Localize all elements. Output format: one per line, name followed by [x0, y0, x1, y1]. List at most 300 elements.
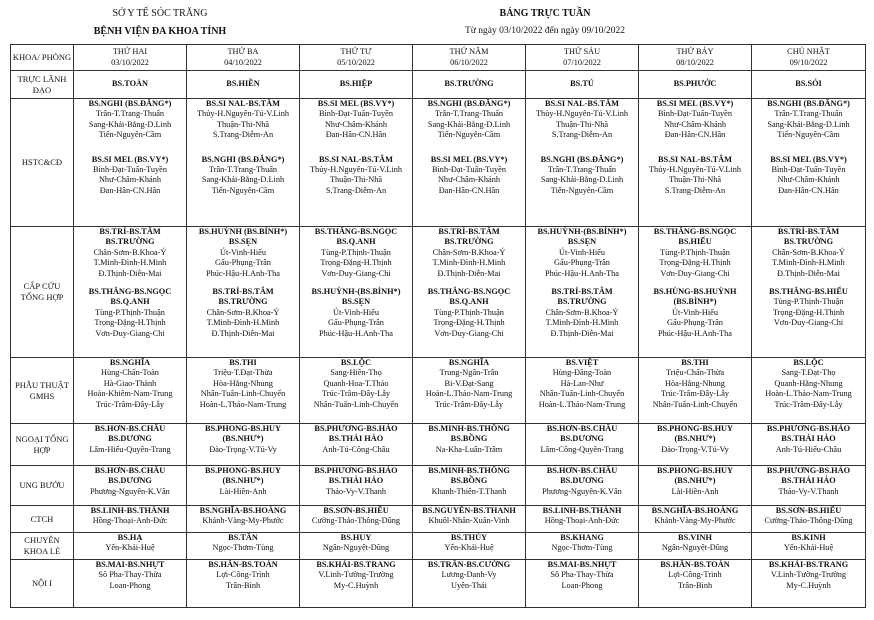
day-header — [526, 45, 639, 71]
staff-names: Uyên-Thái — [451, 580, 487, 590]
roster-cell — [752, 358, 866, 424]
table-row — [11, 71, 866, 99]
staff-names: Hòa-Hằng-Nhung — [213, 378, 273, 388]
doctor-name: BS.VIỆT — [565, 358, 599, 367]
doctor-name: BS.KHẢI-BS.TRANG — [768, 560, 849, 569]
doctor-name: BS.SƠN-BS.HIẾU — [323, 506, 389, 515]
staff-names: Thuận-Thi-Nhã — [216, 119, 270, 129]
doctor-name: BS.HƠN-BS.CHÂU — [546, 424, 618, 433]
staff-names: Tiến-Nguyên-Cầm — [777, 130, 840, 140]
doctor-name: BS.TRƯỜNG — [783, 237, 834, 247]
staff-names: Trọng-Đặng-H.Thịnh — [320, 258, 392, 268]
doctor-name: (BS.NHƯ*) — [674, 434, 716, 444]
staff-names: Trân-T.Trang-Thuấn — [434, 109, 504, 119]
doctor-name: BS.TRƯỜNG — [557, 297, 607, 307]
staff-names: Yến-Khải-Huệ — [444, 543, 494, 553]
day-date: 07/10/2022 — [563, 57, 601, 67]
staff-names: Khánh-Vàng-My-Phước — [202, 516, 284, 526]
doctor-name: BS.TÂN — [228, 533, 258, 542]
table-row — [11, 358, 866, 424]
staff-names: Đ.Thịnh-Diễn-Mai — [211, 328, 275, 338]
staff-names: Tiến-Nguyên-Cầm — [437, 130, 501, 140]
doctor-name: BS.THẮNG-BS.NGỌC — [314, 227, 398, 236]
staff-names: Lương-Danh-Vy — [441, 570, 497, 580]
roster-cell — [639, 71, 752, 99]
header-row — [11, 45, 866, 71]
doctor-name: BS.TRÍ-BS.TÂM — [438, 227, 500, 236]
staff-names: Như-Châm-Khánh — [777, 175, 840, 185]
day-header — [413, 45, 526, 71]
doctor-name: BS.HƠN-BS.CHÂU — [94, 424, 166, 433]
staff-names: Út-Vinh-Hiếu — [219, 247, 267, 257]
staff-names: Hà-Giao-Thành — [103, 378, 157, 388]
roster-cell — [639, 99, 752, 227]
roster-cell — [413, 533, 526, 560]
roster-cell — [74, 227, 187, 358]
doctor-name: BS.NGUYÊN-BS.THANH — [422, 506, 516, 515]
staff-names: Gấu-Phụng-Trân — [215, 258, 271, 268]
staff-names: Phúc-Hậu-H.Anh-Tha — [545, 268, 619, 278]
department-label: TRỰC LÃNH ĐẠO — [11, 71, 74, 99]
doctor-name: BS.THÁI HẢO — [781, 476, 836, 486]
staff-names: Na-Kha-Luân-Trâm — [435, 444, 503, 454]
department-label: UNG BƯỚU — [11, 466, 74, 506]
staff-names: Lài-Hiền-Anh — [671, 486, 719, 496]
staff-names: Trúc-Trâm-Đây-Lẫy — [321, 389, 391, 399]
doctor-name: BS.THÁI HẢO — [328, 476, 384, 486]
staff-names: Vơn-Duy-Giang-Chi — [95, 328, 165, 338]
roster-cell — [300, 560, 413, 608]
staff-names: T.Minh-Đình-H.Minh — [93, 258, 167, 268]
staff-names: Hà-Lan-Như — [560, 378, 604, 388]
roster-cell — [639, 466, 752, 506]
staff-names: Quanh-Hoa-T.Thảo — [323, 378, 389, 388]
doctor-name: BS.PHONG-BS.HUY — [656, 424, 734, 433]
staff-names: Như-Châm-Khánh — [98, 175, 162, 185]
roster-cell — [413, 358, 526, 424]
doctor-name: BS.VINH — [678, 533, 712, 542]
staff-names: Tùng-P.Thịnh-Thuận — [321, 247, 391, 257]
staff-names: Đan-Hân-CN.Hân — [438, 185, 500, 195]
roster-cell — [526, 506, 639, 533]
staff-names: T.Minh-Đình-H.Minh — [545, 318, 619, 328]
staff-names: Tiến-Nguyên-Cầm — [98, 130, 162, 140]
staff-names: Đ.Thịnh-Diễn-Mai — [550, 328, 614, 338]
roster-cell — [74, 99, 187, 227]
roster-cell — [74, 560, 187, 608]
staff-names: Sang-Khải-Bằng-D.Linh — [427, 119, 511, 129]
staff-names: Út-Vinh-Hiếu — [671, 307, 719, 317]
staff-names: Như-Châm-Khánh — [663, 119, 727, 129]
document-header — [400, 8, 690, 36]
staff-names: Gấu-Phụng-Trân — [328, 318, 384, 328]
roster-cell — [752, 424, 866, 466]
roster-cell — [74, 358, 187, 424]
staff-names: Trọng-Đặng-H.Thịnh — [433, 318, 505, 328]
roster-cell — [639, 506, 752, 533]
day-header — [187, 45, 300, 71]
cell-spacer — [301, 141, 411, 155]
doctor-name: BS.SI MEL (BS.VY*) — [430, 154, 508, 164]
staff-names: Gấu-Phụng-Trân — [667, 318, 723, 328]
staff-names: Đ.Thịnh-Diễn-Mai — [98, 268, 162, 278]
staff-names: Chân-Sơm-B.Khoa-Ý — [545, 307, 619, 317]
staff-names: V.Linh-Tường-Trường — [770, 570, 847, 580]
roster-cell — [526, 533, 639, 560]
doctor-name: BS.PHONG-BS.HUY — [656, 466, 734, 475]
doctor-name: BS.THỦY — [450, 533, 488, 542]
roster-cell — [526, 358, 639, 424]
table-row — [11, 533, 866, 560]
staff-names: Loan-Phong — [561, 580, 603, 590]
roster-cell — [300, 424, 413, 466]
cell-spacer — [188, 279, 298, 287]
doctor-name: BS.TRÍ-BS.TÂM — [551, 287, 613, 297]
doctor-name: BS.SI MEL (BS.VY*) — [91, 154, 169, 164]
staff-names: Ngân-Nguyệt-Dũng — [322, 543, 390, 553]
doctor-name: BS.HIỀN — [226, 79, 260, 89]
doctor-name: BS.BỒNG — [450, 434, 488, 444]
staff-names: Tùng-P.Thịnh-Thuận — [773, 297, 844, 307]
staff-names: Tiến-Nguyên-Cầm — [211, 185, 275, 195]
staff-names: Trân-T.Trang-Thuấn — [547, 165, 617, 175]
doctor-name: BS.PHONG-BS.HUY — [204, 424, 282, 433]
staff-names: Phúc-Hậu-H.Anh-Tha — [319, 328, 393, 338]
roster-cell — [413, 227, 526, 358]
staff-names: Trọng-Đặng-H.Thịnh — [94, 318, 166, 328]
staff-names: Phương-Nguyên-K.Vân — [542, 486, 622, 496]
staff-names: Lợi-Công-Trình — [668, 570, 722, 580]
staff-names: Thuận-Thi-Nhã — [668, 175, 722, 185]
staff-names: Thủy-H.Nguyên-Tú-V.Linh — [309, 165, 403, 175]
doctor-name: BS.HƠN-BS.CHÂU — [94, 466, 166, 475]
doctor-name: BS.TRÂN-BS.CƯỜNG — [427, 560, 511, 569]
staff-names: Yến-Khải-Huệ — [105, 543, 155, 553]
doctor-name: BS.HUỲNH-(BS.BÌNH*) — [537, 227, 627, 236]
doctor-name: BS.HUỲNH-(BS.BÌNH*) — [311, 287, 401, 297]
day-date: 08/10/2022 — [676, 57, 714, 67]
doctor-name: BS.TRƯỜNG — [218, 297, 268, 307]
staff-names: My-C.Huỳnh — [333, 580, 379, 590]
staff-names: Tiến-Nguyên-Cầm — [550, 185, 614, 195]
roster-cell — [752, 560, 866, 608]
staff-names: T.Minh-Đình-H.Minh — [206, 318, 280, 328]
staff-names: Ngân-Nguyệt-Dũng — [661, 543, 729, 553]
roster-cell — [187, 71, 300, 99]
staff-names: Khánh-Vàng-My-Phước — [654, 516, 736, 526]
doctor-name: BS.THI — [229, 358, 257, 367]
staff-names: Đ.Thịnh-Diễn-Mai — [437, 268, 501, 278]
cell-spacer — [75, 279, 185, 287]
department-label: NGOẠI TỔNG HỢP — [11, 424, 74, 466]
staff-names: Nhân-Tuấn-Linh-Chuyển — [313, 399, 399, 409]
roster-cell — [187, 227, 300, 358]
staff-names: Chân-Sơm-B.Khoa-Ý — [772, 247, 845, 257]
staff-names: Hoàn-L.Thảo-Nam-Trung — [425, 389, 513, 399]
table-row — [11, 560, 866, 608]
doctor-name: BS.MINH-BS.THÔNG — [428, 424, 510, 433]
roster-cell — [526, 99, 639, 227]
roster-cell — [639, 560, 752, 608]
staff-names: Trúc-Trâm-Đây-Lẫy — [660, 389, 730, 399]
doctor-name: BS.SƠN-BS.HIẾU — [775, 506, 842, 515]
staff-names: Nhân-Tuấn-Linh-Chuyển — [200, 389, 286, 399]
staff-names: Anh-Tú-Công-Châu — [322, 444, 390, 454]
department-label: HSTC&CĐ — [11, 99, 74, 227]
doctor-name: BS.THẮNG-BS.NGỌC — [88, 287, 172, 297]
staff-names: Thủy-H.Nguyên-Tú-V.Linh — [196, 109, 290, 119]
roster-cell — [187, 358, 300, 424]
doctor-name: BS.TRƯỜNG — [444, 237, 494, 247]
doctor-name: BS.NGHĨA-BS.HOÀNG — [199, 506, 287, 515]
doctor-name: BS.SI NAL-BS.TÂM — [658, 154, 732, 164]
roster-cell — [639, 358, 752, 424]
staff-names: Thảo-Vy-V.Thanh — [778, 486, 839, 496]
staff-names: Chân-Sơm-B.Khoa-Ý — [93, 247, 167, 257]
staff-names: S.Trang-Diễm-An — [325, 185, 387, 195]
staff-names: Tùng-P.Thịnh-Thuận — [660, 247, 730, 257]
doctor-name: BS.PHƯỚC — [673, 79, 717, 89]
table-row — [11, 99, 866, 227]
department-label: CTCH — [11, 506, 74, 533]
day-name: THỨ HAI — [112, 47, 148, 57]
doctor-name: BS.PHƯƠNG-BS.HẢO — [766, 466, 851, 475]
cell-spacer — [301, 279, 411, 287]
doctor-name: BS.PHƯƠNG-BS.HẢO — [314, 466, 398, 475]
doctor-name: BS.NGHĨA — [109, 358, 151, 367]
staff-names: Nhân-Tuấn-Linh-Chuyển — [652, 399, 738, 409]
roster-cell — [752, 99, 866, 227]
staff-names: Chân-Sơm-B.Khoa-Ý — [206, 307, 280, 317]
organization-header — [70, 8, 250, 37]
doctor-name: BS.HÙNG-BS.HUỲNH — [653, 287, 737, 297]
department-label: NỘI I — [11, 560, 74, 608]
cell-spacer — [188, 141, 298, 155]
staff-names: Phúc-Hậu-H.Anh-Tha — [206, 268, 280, 278]
doctor-name: BS.TRÍ-BS.TÂM — [777, 227, 840, 236]
doctor-name: BS.PHONG-BS.HUY — [204, 466, 282, 475]
doctor-name: BS.DƯƠNG — [108, 476, 152, 486]
staff-names: Hùng-Chấn-Toàn — [101, 368, 159, 378]
staff-names: Lợi-Công-Trình — [216, 570, 270, 580]
doctor-name: BS.LỘC — [793, 358, 824, 367]
doctor-name: BS.SẸN — [341, 297, 371, 307]
staff-names: Thảo-Vy-V.Thanh — [326, 486, 386, 496]
duty-roster-table — [10, 44, 866, 608]
staff-names: Khuôl-Nhân-Xuân-Vinh — [428, 516, 510, 526]
staff-names: Hoàn-L.Thảo-Nam-Trung — [199, 399, 287, 409]
staff-names: Thuận-Thi-Nhã — [555, 119, 609, 129]
staff-names: Triệu-Chấn-Thừa — [665, 368, 725, 378]
staff-names: Như-Châm-Khánh — [324, 119, 388, 129]
day-name: THỨ SÁU — [563, 47, 601, 57]
table-row — [11, 466, 866, 506]
doctor-name: BS.NGHI (BS.ĐĂNG*) — [540, 154, 624, 164]
staff-names: Chân-Sơm-B.Khoa-Ý — [432, 247, 506, 257]
doctor-name: BS.HÂN-BS.TOÀN — [208, 560, 278, 569]
roster-cell — [413, 466, 526, 506]
roster-cell — [413, 424, 526, 466]
doctor-name: BS.MAI-BS.NHỰT — [547, 560, 617, 569]
cell-spacer — [753, 141, 864, 155]
department-label: CẤP CỨU TỔNG HỢP — [11, 227, 74, 358]
department-label: CHUYÊN KHOA LẺ — [11, 533, 74, 560]
staff-names: Thủy-H.Nguyên-Tú-V.Linh — [648, 165, 742, 175]
doctor-name: BS.MAI-BS.NHỰT — [95, 560, 165, 569]
staff-names: Út-Vinh-Hiếu — [558, 247, 606, 257]
roster-cell — [187, 424, 300, 466]
doctor-name: BS.Q.ANH — [449, 297, 489, 307]
staff-names: Quanh-Hằng-Nhung — [774, 378, 843, 388]
roster-cell — [300, 466, 413, 506]
cell-spacer — [640, 141, 750, 155]
staff-names: T.Minh-Đình-H.Minh — [432, 258, 506, 268]
staff-names: Anh-Tú-Hiếu-Châu — [775, 444, 842, 454]
roster-cell — [187, 466, 300, 506]
day-name: THỨ TƯ — [340, 47, 372, 57]
roster-cell — [752, 466, 866, 506]
staff-names: Cường-Thảo-Thông-Dũng — [764, 516, 853, 526]
doctor-name: BS.HẠ — [117, 533, 143, 542]
roster-cell — [526, 227, 639, 358]
doctor-name: BS.KHANG — [560, 533, 604, 542]
staff-names: Trúc-Trâm-Đây-Lẫy — [95, 399, 165, 409]
staff-names: Sang-Khải-Bằng-D.Linh — [540, 175, 624, 185]
day-name: THỨ BẢY — [676, 47, 714, 57]
staff-names: Út-Vinh-Hiếu — [332, 307, 380, 317]
staff-names: Lâm-Hiếu-Quyên-Trang — [89, 444, 171, 454]
doctor-name: BS.BỒNG — [450, 476, 488, 486]
doctor-name: BS.TRƯỜNG — [444, 79, 494, 89]
doctor-name: BS.LỘC — [340, 358, 372, 367]
doctor-name: BS.Q.ANH — [110, 297, 150, 307]
doctor-name: BS.HƠN-BS.CHÂU — [546, 466, 618, 475]
staff-names: Lâm-Công-Quyên-Trang — [540, 444, 624, 454]
roster-cell — [752, 227, 866, 358]
roster-cell — [300, 99, 413, 227]
doctor-name: BS.Q.ANH — [336, 237, 376, 247]
roster-cell — [187, 560, 300, 608]
table-row — [11, 227, 866, 358]
staff-names: Đan-Hân-CN.Hân — [778, 185, 839, 195]
day-header — [74, 45, 187, 71]
doctor-name: BS.SẸN — [228, 237, 258, 247]
staff-names: Sô Pha-Thay-Thừa — [550, 570, 614, 580]
doctor-name: BS.SỎI — [795, 79, 822, 89]
doctor-name: BS.DƯƠNG — [560, 434, 604, 444]
cell-spacer — [527, 279, 637, 287]
doctor-name: BS.SI MEL (BS.VY*) — [317, 99, 395, 108]
staff-names: Sang-Hiền-Thọ — [330, 368, 382, 378]
staff-names: Trân-Bình — [677, 580, 713, 590]
roster-cell — [300, 358, 413, 424]
staff-names: Vơn-Duy-Giang-Chi — [773, 318, 844, 328]
staff-names: Đan-Hân-CN.Hân — [325, 130, 387, 140]
staff-names: Trân-T.Trang-Thuấn — [95, 109, 165, 119]
staff-names: Tùng-P.Thịnh-Thuận — [434, 307, 504, 317]
doctor-name: BS.HIỆP — [339, 79, 373, 89]
doctor-name: BS.THI — [681, 358, 709, 367]
doctor-name: BS.HUỲNH (BS.BÌNH*) — [198, 227, 288, 236]
staff-names: Thuận-Thi-Nhã — [329, 175, 383, 185]
staff-names: Sang-Khải-Bằng-D.Linh — [201, 175, 285, 185]
doctor-name: BS.HÂN-BS.TOÀN — [660, 560, 730, 569]
staff-names: Đào-Trọng-V.Tú-Vy — [661, 444, 729, 454]
doctor-name: BS.TOÀN — [111, 79, 149, 89]
staff-names: Trúc-Trâm-Đây-Lẫy — [434, 399, 504, 409]
roster-cell — [752, 71, 866, 99]
staff-names: S.Trang-Diễm-An — [212, 130, 274, 140]
day-date: 04/10/2022 — [224, 57, 262, 67]
staff-names: T.Minh-Đình-H.Minh — [772, 258, 845, 268]
doctor-name: BS.LINH-BS.THÀNH — [542, 506, 622, 515]
staff-names: Hồng-Thoại-Anh-Đức — [544, 516, 620, 526]
roster-cell — [639, 227, 752, 358]
day-date: 05/10/2022 — [337, 57, 375, 67]
staff-names: Hùng-Đăng-Toàn — [552, 368, 612, 378]
roster-cell — [526, 560, 639, 608]
staff-names: Lài-Hiền-Anh — [219, 486, 267, 496]
roster-cell — [526, 466, 639, 506]
cell-spacer — [414, 279, 524, 287]
roster-cell — [74, 533, 187, 560]
cell-spacer — [753, 279, 864, 287]
doctor-name: BS.TRÍ-BS.TÂM — [99, 227, 161, 236]
staff-names: Vơn-Duy-Giang-Chi — [434, 328, 504, 338]
staff-names: Ngọc-Thơm-Tùng — [551, 543, 613, 553]
staff-names: V.Linh-Tường-Trường — [318, 570, 394, 580]
doctor-name: BS.THẮNG-BS.HIẾU — [769, 287, 848, 297]
roster-cell — [300, 533, 413, 560]
cell-spacer — [527, 141, 637, 155]
department-label: PHẪU THUẬT GMHS — [11, 358, 74, 424]
day-date: 06/10/2022 — [450, 57, 488, 67]
roster-cell — [413, 506, 526, 533]
roster-cell — [187, 533, 300, 560]
doctor-name: (BS.NHƯ*) — [222, 434, 264, 444]
doctor-name: BS.NGHI (BS.ĐĂNG*) — [201, 154, 285, 164]
staff-names: Hoàn-Khiêm-Nam-Trung — [87, 389, 173, 399]
staff-names: Trân-Bình — [225, 580, 261, 590]
document-period: Từ ngày 03/10/2022 đến ngày 09/10/2022 — [464, 26, 626, 36]
staff-names: Bình-Đạt-Tuấn-Tuyền — [92, 165, 168, 175]
staff-names: Bình-Đạt-Tuấn-Tuyền — [318, 109, 394, 119]
staff-names: Bình-Đạt-Tuấn-Tuyền — [657, 109, 733, 119]
staff-names: Vơn-Duy-Giang-Chi — [321, 268, 391, 278]
roster-cell — [300, 227, 413, 358]
staff-names: Hoàn-L.Thảo-Nam-Trung — [765, 389, 852, 399]
staff-names: Hòa-Hằng-Nhung — [665, 378, 725, 388]
staff-names: Sang-Khải-Bằng-D.Linh — [88, 119, 172, 129]
staff-names: Trân-T.Trang-Thuấn — [774, 109, 843, 119]
day-date: 09/10/2022 — [789, 57, 828, 67]
staff-names: My-C.Huỳnh — [786, 580, 831, 590]
roster-cell — [526, 424, 639, 466]
day-header — [752, 45, 866, 71]
doctor-name: BS.PHƯƠNG-BS.HẢO — [314, 424, 398, 433]
roster-cell — [752, 506, 866, 533]
doctor-name: BS.THẮNG-BS.NGỌC — [427, 287, 511, 297]
doctor-name: BS.TRƯỜNG — [105, 237, 155, 247]
staff-names: Trọng-Đặng-H.Thịnh — [659, 258, 731, 268]
staff-names: S.Trang-Diễm-An — [551, 130, 613, 140]
staff-names: Sô Pha-Thay-Thừa — [98, 570, 162, 580]
staff-names: Bi-V.Đạt-Sang — [444, 378, 494, 388]
doctor-name: BS.KINH — [791, 533, 826, 542]
roster-cell — [752, 533, 866, 560]
doctor-name: BS.MINH-BS.THÔNG — [428, 466, 510, 475]
staff-names: Phúc-Hậu-H.Anh-Tha — [658, 328, 732, 338]
